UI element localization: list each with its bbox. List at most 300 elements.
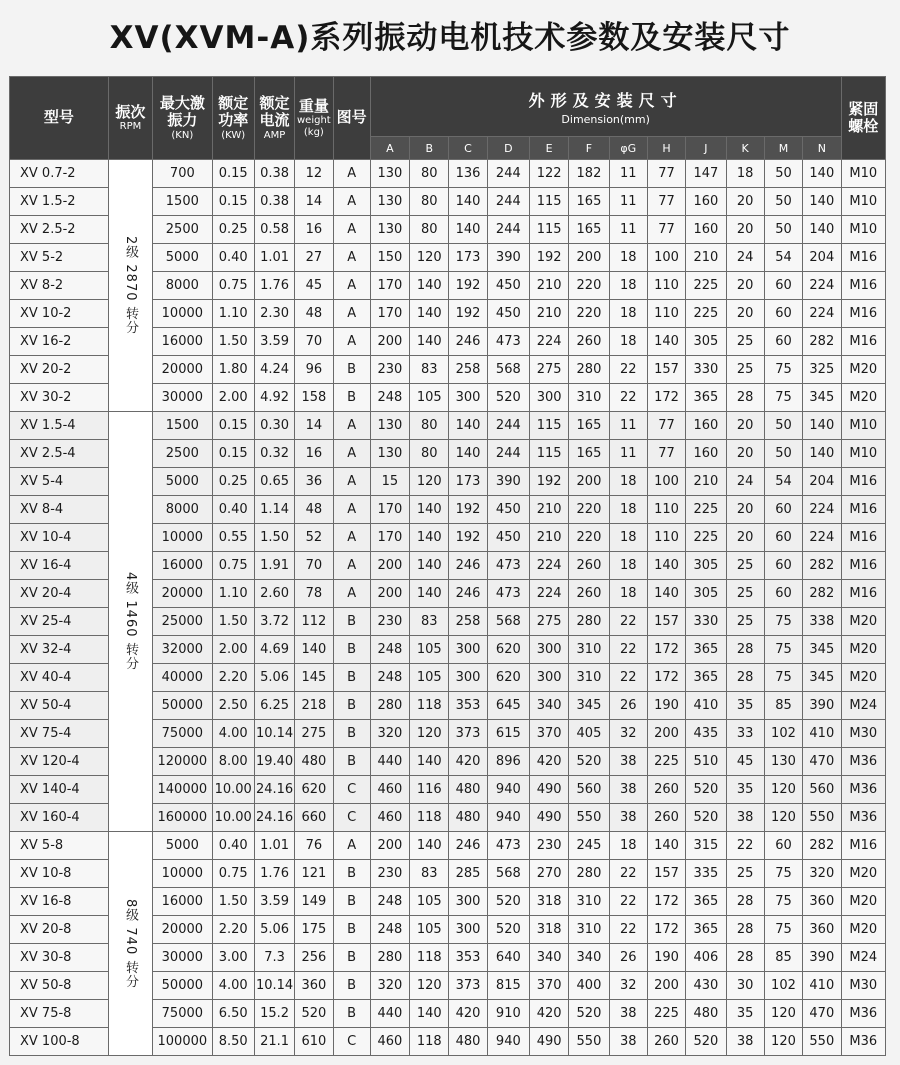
table-cell: 460: [370, 776, 409, 804]
table-cell: M36: [841, 1000, 885, 1028]
table-cell: 60: [764, 552, 802, 580]
table-cell: 115: [530, 216, 569, 244]
table-cell: 20: [726, 496, 764, 524]
table-cell: 18: [609, 580, 647, 608]
table-cell: M10: [841, 216, 885, 244]
table-cell: 8000: [153, 496, 212, 524]
table-cell: 620: [487, 664, 529, 692]
table-cell: 38: [609, 748, 647, 776]
table-cell: 75: [764, 916, 802, 944]
table-cell: M20: [841, 608, 885, 636]
table-cell: 18: [609, 244, 647, 272]
table-cell: 77: [647, 160, 685, 188]
table-cell: 520: [487, 384, 529, 412]
table-cell: B: [333, 384, 370, 412]
table-cell: 6.25: [254, 692, 294, 720]
table-cell: 140: [803, 216, 841, 244]
table-cell: 38: [609, 1028, 647, 1056]
table-cell: 75: [764, 860, 802, 888]
table-cell: 246: [449, 832, 487, 860]
table-cell: 115: [530, 440, 569, 468]
model-cell: XV 75-4: [10, 720, 109, 748]
table-cell: 520: [686, 776, 726, 804]
table-cell: 1.50: [212, 888, 254, 916]
table-cell: 224: [803, 272, 841, 300]
table-cell: 610: [295, 1028, 333, 1056]
table-cell: 4.92: [254, 384, 294, 412]
table-cell: 4.69: [254, 636, 294, 664]
table-cell: 5000: [153, 468, 212, 496]
table-cell: 110: [647, 524, 685, 552]
model-cell: XV 20-8: [10, 916, 109, 944]
table-cell: A: [333, 300, 370, 328]
table-cell: 260: [647, 804, 685, 832]
table-cell: 10000: [153, 524, 212, 552]
table-cell: M16: [841, 328, 885, 356]
table-cell: 28: [726, 636, 764, 664]
table-cell: 440: [370, 748, 409, 776]
table-cell: 700: [153, 160, 212, 188]
table-cell: 22: [609, 916, 647, 944]
header-dim-6: φG: [609, 137, 647, 160]
table-cell: 282: [803, 580, 841, 608]
table-cell: 490: [530, 804, 569, 832]
table-cell: 210: [530, 300, 569, 328]
table-cell: 118: [410, 804, 449, 832]
table-cell: 405: [569, 720, 609, 748]
table-cell: 120: [764, 776, 802, 804]
table-cell: 200: [569, 244, 609, 272]
table-cell: 450: [487, 272, 529, 300]
table-cell: 244: [487, 160, 529, 188]
table-cell: 10.00: [212, 776, 254, 804]
table-cell: 105: [410, 664, 449, 692]
table-cell: M10: [841, 440, 885, 468]
table-cell: 300: [449, 636, 487, 664]
table-cell: 2.00: [212, 384, 254, 412]
table-cell: 20: [726, 524, 764, 552]
header-dim-5: F: [569, 137, 609, 160]
table-cell: 2.60: [254, 580, 294, 608]
table-cell: 10000: [153, 300, 212, 328]
table-cell: 19.40: [254, 748, 294, 776]
table-cell: 0.40: [212, 496, 254, 524]
table-cell: 11: [609, 440, 647, 468]
header-current: 额定电流 AMP: [254, 77, 294, 160]
table-cell: 330: [686, 608, 726, 636]
table-cell: 1.76: [254, 272, 294, 300]
table-cell: 190: [647, 944, 685, 972]
table-cell: 310: [569, 384, 609, 412]
table-cell: 260: [647, 776, 685, 804]
table-cell: 60: [764, 496, 802, 524]
table-cell: 75: [764, 636, 802, 664]
table-cell: M20: [841, 888, 885, 916]
table-cell: 170: [370, 496, 409, 524]
table-cell: 204: [803, 468, 841, 496]
table-cell: 136: [449, 160, 487, 188]
table-cell: 244: [487, 412, 529, 440]
table-cell: 140: [449, 216, 487, 244]
table-cell: 140: [410, 496, 449, 524]
table-cell: 200: [569, 468, 609, 496]
table-cell: 282: [803, 328, 841, 356]
table-cell: 248: [370, 916, 409, 944]
table-cell: 26: [609, 944, 647, 972]
table-cell: 0.15: [212, 412, 254, 440]
table-cell: 173: [449, 468, 487, 496]
table-cell: 130: [370, 412, 409, 440]
table-cell: 24.16: [254, 804, 294, 832]
table-cell: B: [333, 860, 370, 888]
table-cell: 2500: [153, 216, 212, 244]
table-cell: 373: [449, 972, 487, 1000]
table-cell: 300: [449, 664, 487, 692]
table-cell: 6.50: [212, 1000, 254, 1028]
table-cell: 7.3: [254, 944, 294, 972]
table-cell: 300: [449, 916, 487, 944]
table-cell: 75: [764, 608, 802, 636]
model-cell: XV 10-4: [10, 524, 109, 552]
table-cell: 172: [647, 636, 685, 664]
table-cell: 30000: [153, 384, 212, 412]
table-cell: 450: [487, 300, 529, 328]
model-cell: XV 20-4: [10, 580, 109, 608]
table-cell: 520: [295, 1000, 333, 1028]
table-cell: 77: [647, 216, 685, 244]
table-cell: 220: [569, 524, 609, 552]
table-cell: 480: [295, 748, 333, 776]
table-cell: 60: [764, 832, 802, 860]
table-cell: 22: [609, 888, 647, 916]
table-cell: 305: [686, 552, 726, 580]
table-cell: M10: [841, 412, 885, 440]
table-cell: 15.2: [254, 1000, 294, 1028]
table-cell: 0.55: [212, 524, 254, 552]
speed-group-label: 2级 2870 转分: [108, 160, 152, 412]
table-cell: 615: [487, 720, 529, 748]
table-cell: 1500: [153, 188, 212, 216]
table-cell: 200: [647, 720, 685, 748]
table-cell: B: [333, 916, 370, 944]
table-cell: 120: [764, 804, 802, 832]
table-cell: 16000: [153, 552, 212, 580]
table-cell: A: [333, 468, 370, 496]
table-cell: 3.72: [254, 608, 294, 636]
table-cell: 140: [295, 636, 333, 664]
table-cell: 365: [686, 384, 726, 412]
table-cell: 224: [530, 580, 569, 608]
table-cell: M30: [841, 720, 885, 748]
table-cell: C: [333, 1028, 370, 1056]
table-cell: B: [333, 1000, 370, 1028]
table-cell: 140: [410, 748, 449, 776]
table-cell: 165: [569, 412, 609, 440]
table-cell: M16: [841, 468, 885, 496]
model-cell: XV 1.5-2: [10, 188, 109, 216]
table-cell: 60: [764, 328, 802, 356]
table-cell: 330: [686, 356, 726, 384]
table-cell: 157: [647, 608, 685, 636]
table-cell: 102: [764, 972, 802, 1000]
table-cell: 305: [686, 328, 726, 356]
table-cell: 130: [370, 160, 409, 188]
table-cell: 50: [764, 188, 802, 216]
table-cell: A: [333, 580, 370, 608]
model-cell: XV 5-2: [10, 244, 109, 272]
table-cell: 480: [686, 1000, 726, 1028]
table-cell: 325: [803, 356, 841, 384]
table-cell: 560: [569, 776, 609, 804]
table-cell: M20: [841, 636, 885, 664]
table-cell: 80: [410, 440, 449, 468]
table-cell: 210: [686, 468, 726, 496]
table-cell: 315: [686, 832, 726, 860]
table-cell: 480: [449, 804, 487, 832]
table-cell: 470: [803, 748, 841, 776]
table-cell: 0.40: [212, 832, 254, 860]
table-cell: 1.50: [212, 608, 254, 636]
table-cell: 16000: [153, 328, 212, 356]
table-cell: 60: [764, 580, 802, 608]
table-cell: 96: [295, 356, 333, 384]
table-cell: 110: [647, 496, 685, 524]
table-cell: 170: [370, 272, 409, 300]
table-cell: 140: [647, 552, 685, 580]
table-cell: 75: [764, 356, 802, 384]
table-cell: 22: [609, 356, 647, 384]
table-cell: 275: [530, 608, 569, 636]
table-cell: M16: [841, 244, 885, 272]
table-cell: 25000: [153, 608, 212, 636]
table-cell: 210: [530, 272, 569, 300]
table-cell: 0.40: [212, 244, 254, 272]
table-cell: 353: [449, 692, 487, 720]
table-cell: 20: [726, 440, 764, 468]
header-dim-8: J: [686, 137, 726, 160]
table-cell: 20: [726, 300, 764, 328]
table-cell: 300: [530, 664, 569, 692]
model-cell: XV 5-4: [10, 468, 109, 496]
header-dim-9: K: [726, 137, 764, 160]
table-cell: 18: [609, 496, 647, 524]
table-cell: 38: [609, 1000, 647, 1028]
header-dim-11: N: [803, 137, 841, 160]
table-cell: 550: [569, 1028, 609, 1056]
table-cell: 33: [726, 720, 764, 748]
table-cell: M36: [841, 1028, 885, 1056]
table-cell: 38: [609, 776, 647, 804]
table-cell: 76: [295, 832, 333, 860]
table-cell: 1.76: [254, 860, 294, 888]
table-cell: 60: [764, 524, 802, 552]
table-cell: 14: [295, 412, 333, 440]
table-cell: 116: [410, 776, 449, 804]
table-cell: 248: [370, 636, 409, 664]
table-cell: 140: [410, 832, 449, 860]
table-cell: 75: [764, 384, 802, 412]
table-cell: 390: [487, 244, 529, 272]
table-cell: 224: [803, 300, 841, 328]
table-cell: M16: [841, 272, 885, 300]
table-cell: M16: [841, 832, 885, 860]
table-cell: 18: [609, 328, 647, 356]
table-cell: 200: [647, 972, 685, 1000]
table-cell: 230: [530, 832, 569, 860]
table-cell: 10000: [153, 860, 212, 888]
model-cell: XV 16-2: [10, 328, 109, 356]
table-cell: 248: [370, 664, 409, 692]
table-cell: 318: [530, 888, 569, 916]
table-cell: 390: [803, 944, 841, 972]
table-cell: 38: [726, 1028, 764, 1056]
table-cell: 28: [726, 888, 764, 916]
table-cell: 140: [449, 412, 487, 440]
table-cell: 244: [487, 216, 529, 244]
table-cell: 248: [370, 384, 409, 412]
table-cell: 420: [449, 748, 487, 776]
table-cell: 645: [487, 692, 529, 720]
table-cell: 70: [295, 328, 333, 356]
table-cell: 224: [803, 524, 841, 552]
table-cell: 15: [370, 468, 409, 496]
table-cell: 160: [686, 412, 726, 440]
table-cell: 140: [410, 580, 449, 608]
table-cell: 120: [410, 244, 449, 272]
table-cell: 410: [803, 972, 841, 1000]
table-cell: 140: [410, 1000, 449, 1028]
table-cell: 5000: [153, 832, 212, 860]
table-cell: 2.50: [212, 692, 254, 720]
table-cell: 18: [609, 272, 647, 300]
table-cell: 473: [487, 832, 529, 860]
table-cell: 0.38: [254, 160, 294, 188]
table-cell: 40000: [153, 664, 212, 692]
table-cell: 420: [530, 748, 569, 776]
table-cell: 365: [686, 636, 726, 664]
model-cell: XV 8-4: [10, 496, 109, 524]
table-cell: 100: [647, 244, 685, 272]
table-cell: B: [333, 944, 370, 972]
table-cell: 24: [726, 468, 764, 496]
table-cell: 345: [803, 384, 841, 412]
table-cell: 77: [647, 188, 685, 216]
model-cell: XV 75-8: [10, 1000, 109, 1028]
table-cell: 172: [647, 384, 685, 412]
table-cell: 0.15: [212, 188, 254, 216]
table-cell: 256: [295, 944, 333, 972]
header-dimension: 外形及安装尺寸 Dimension(mm): [370, 77, 841, 137]
table-cell: 224: [803, 496, 841, 524]
table-cell: 192: [530, 244, 569, 272]
header-model: 型号: [10, 77, 109, 160]
table-cell: 550: [803, 1028, 841, 1056]
table-cell: 52: [295, 524, 333, 552]
table-cell: 620: [295, 776, 333, 804]
table-cell: 140: [449, 440, 487, 468]
table-cell: 8.00: [212, 748, 254, 776]
table-cell: 225: [647, 1000, 685, 1028]
model-cell: XV 2.5-4: [10, 440, 109, 468]
table-cell: 8.50: [212, 1028, 254, 1056]
table-cell: M36: [841, 804, 885, 832]
table-cell: 300: [530, 636, 569, 664]
table-cell: 140: [803, 412, 841, 440]
table-cell: 5.06: [254, 916, 294, 944]
table-cell: 190: [647, 692, 685, 720]
table-cell: M10: [841, 160, 885, 188]
table-cell: 83: [410, 860, 449, 888]
page-title: XV(XVM-A)系列振动电机技术参数及安装尺寸: [109, 20, 791, 56]
table-cell: 360: [295, 972, 333, 1000]
table-cell: 365: [686, 916, 726, 944]
table-cell: 28: [726, 384, 764, 412]
table-cell: 85: [764, 944, 802, 972]
table-cell: 3.59: [254, 328, 294, 356]
table-cell: 258: [449, 608, 487, 636]
table-cell: 260: [569, 552, 609, 580]
table-cell: 115: [530, 412, 569, 440]
header-weight: 重量 weight (kg): [295, 77, 333, 160]
table-cell: 27: [295, 244, 333, 272]
table-cell: 5.06: [254, 664, 294, 692]
table-cell: 160: [686, 188, 726, 216]
table-cell: 225: [647, 748, 685, 776]
spec-table: [9, 76, 886, 1056]
table-cell: 0.32: [254, 440, 294, 468]
table-cell: 75000: [153, 720, 212, 748]
table-cell: 118: [410, 1028, 449, 1056]
table-cell: A: [333, 244, 370, 272]
table-cell: 80: [410, 160, 449, 188]
table-cell: M36: [841, 776, 885, 804]
table-cell: 165: [569, 216, 609, 244]
model-cell: XV 16-8: [10, 888, 109, 916]
table-cell: 112: [295, 608, 333, 636]
table-cell: 340: [530, 692, 569, 720]
table-cell: A: [333, 328, 370, 356]
table-cell: 60: [764, 272, 802, 300]
table-cell: 11: [609, 412, 647, 440]
table-cell: 2500: [153, 440, 212, 468]
table-cell: 28: [726, 944, 764, 972]
table-cell: B: [333, 356, 370, 384]
table-cell: 140: [647, 580, 685, 608]
table-cell: 0.75: [212, 552, 254, 580]
table-cell: 120000: [153, 748, 212, 776]
table-cell: 480: [449, 1028, 487, 1056]
table-cell: 270: [530, 860, 569, 888]
table-cell: 568: [487, 356, 529, 384]
table-cell: M24: [841, 944, 885, 972]
table-cell: 260: [569, 580, 609, 608]
table-cell: 224: [530, 552, 569, 580]
table-cell: 165: [569, 188, 609, 216]
table-cell: 200: [370, 832, 409, 860]
table-cell: 210: [530, 524, 569, 552]
table-cell: 102: [764, 720, 802, 748]
table-cell: 410: [686, 692, 726, 720]
table-cell: 248: [370, 888, 409, 916]
table-cell: 310: [569, 888, 609, 916]
table-cell: 140: [803, 440, 841, 468]
table-cell: 490: [530, 776, 569, 804]
table-cell: 26: [609, 692, 647, 720]
table-cell: A: [333, 188, 370, 216]
table-cell: 83: [410, 608, 449, 636]
table-cell: 230: [370, 356, 409, 384]
table-cell: 225: [686, 496, 726, 524]
